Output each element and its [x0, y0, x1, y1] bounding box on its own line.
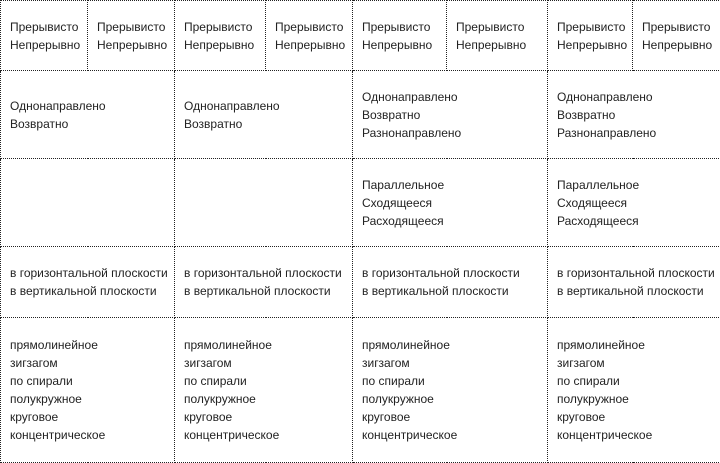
- cell-line: Прерывисто: [362, 19, 431, 34]
- cell-line: круговое: [10, 410, 59, 424]
- table-cell: [353, 318, 548, 463]
- cell-line: в вертикальной плоскости: [362, 284, 509, 298]
- table-cell: [548, 1, 633, 71]
- cell-line: круговое: [184, 410, 233, 424]
- table-row-trajectory: [1, 159, 720, 247]
- cell-line: полукружное: [184, 392, 256, 406]
- table-cell: [175, 1, 266, 71]
- cell-line: Прерывисто: [97, 19, 166, 34]
- cell-line: зигзагом: [362, 356, 410, 370]
- table-cell: [88, 1, 175, 71]
- table-cell-empty: [175, 159, 353, 247]
- cell-line: зигзагом: [184, 356, 232, 370]
- cell-line: в горизонтальной плоскости: [557, 266, 715, 280]
- cell-line: в вертикальной плоскости: [184, 284, 331, 298]
- cell-line: Прерывисто: [456, 19, 525, 34]
- cell-line: прямолинейное: [184, 338, 272, 352]
- cell-line: Непрерывно: [10, 37, 81, 52]
- cell-line: в горизонтальной плоскости: [362, 266, 520, 280]
- cell-line: Непрерывно: [362, 37, 433, 52]
- table-cell: [548, 71, 720, 159]
- table-cell: [175, 247, 353, 318]
- cell-line: по спирали: [10, 374, 73, 388]
- cell-line: прямолинейное: [362, 338, 450, 352]
- cell-line: Прерывисто: [10, 19, 79, 34]
- table-cell: [353, 159, 548, 247]
- cell-line: Однонаправлено: [362, 89, 458, 104]
- table-cell: [175, 318, 353, 463]
- table-row-continuity: [1, 1, 720, 71]
- cell-line: концентрическое: [184, 428, 280, 442]
- table-cell: [1, 1, 88, 71]
- cell-line: концентрическое: [10, 428, 106, 442]
- cell-line: зигзагом: [10, 356, 58, 370]
- cell-line: Непрерывно: [557, 37, 628, 52]
- cell-line: Прерывисто: [557, 19, 626, 34]
- cell-line: Возвратно: [10, 116, 69, 131]
- cell-line: полукружное: [557, 392, 629, 406]
- cell-line: Прерывисто: [275, 19, 344, 34]
- table-row-direction: [1, 71, 720, 159]
- cell-line: Расходящееся: [557, 213, 639, 228]
- cell-line: Непрерывно: [97, 37, 168, 52]
- cell-line: концентрическое: [557, 428, 653, 442]
- cell-line: Параллельное: [362, 177, 445, 192]
- cell-line: в горизонтальной плоскости: [10, 266, 168, 280]
- cell-line: Однонаправлено: [184, 98, 280, 113]
- cell-line: в вертикальной плоскости: [10, 284, 157, 298]
- table-cell: [447, 1, 548, 71]
- table-cell: [353, 1, 447, 71]
- cell-line: Разнонаправлено: [362, 125, 462, 140]
- cell-line: Возвратно: [557, 107, 616, 122]
- cell-line: Возвратно: [184, 116, 243, 131]
- cell-line: Непрерывно: [184, 37, 255, 52]
- cell-line: Непрерывно: [456, 37, 527, 52]
- cell-line: в вертикальной плоскости: [557, 284, 704, 298]
- table-cell: [1, 318, 175, 463]
- cell-line: круговое: [557, 410, 606, 424]
- table-cell: [548, 247, 720, 318]
- cell-line: по спирали: [362, 374, 425, 388]
- table-row-pattern: [1, 318, 720, 463]
- cell-line: прямолинейное: [10, 338, 98, 352]
- cell-line: Однонаправлено: [10, 98, 106, 113]
- table-cell: [548, 318, 720, 463]
- table-cell: [633, 1, 720, 71]
- cell-line: в горизонтальной плоскости: [184, 266, 342, 280]
- cell-line: прямолинейное: [557, 338, 645, 352]
- cell-line: Непрерывно: [642, 37, 713, 52]
- table-cell: [353, 71, 548, 159]
- cell-line: зигзагом: [557, 356, 605, 370]
- table-cell: [353, 247, 548, 318]
- cell-line: Прерывисто: [184, 19, 253, 34]
- cell-line: концентрическое: [362, 428, 458, 442]
- table-cell-empty: [1, 159, 175, 247]
- cell-line: по спирали: [557, 374, 620, 388]
- cell-line: Прерывисто: [642, 19, 711, 34]
- table-cell: [266, 1, 353, 71]
- cell-line: круговое: [362, 410, 411, 424]
- cell-line: полукружное: [10, 392, 82, 406]
- cell-line: Однонаправлено: [557, 89, 653, 104]
- cell-line: по спирали: [184, 374, 247, 388]
- cell-line: полукружное: [362, 392, 434, 406]
- table-row-plane: [1, 247, 720, 318]
- cell-line: Параллельное: [557, 177, 640, 192]
- table-cell: [175, 71, 353, 159]
- cell-line: Непрерывно: [275, 37, 346, 52]
- cell-line: Сходящееся: [362, 195, 433, 210]
- cell-line: Расходящееся: [362, 213, 444, 228]
- table-cell: [1, 71, 175, 159]
- cell-line: Разнонаправлено: [557, 125, 657, 140]
- table-cell: [1, 247, 175, 318]
- cell-line: Сходящееся: [557, 195, 628, 210]
- cell-line: Возвратно: [362, 107, 421, 122]
- table-cell: [548, 159, 720, 247]
